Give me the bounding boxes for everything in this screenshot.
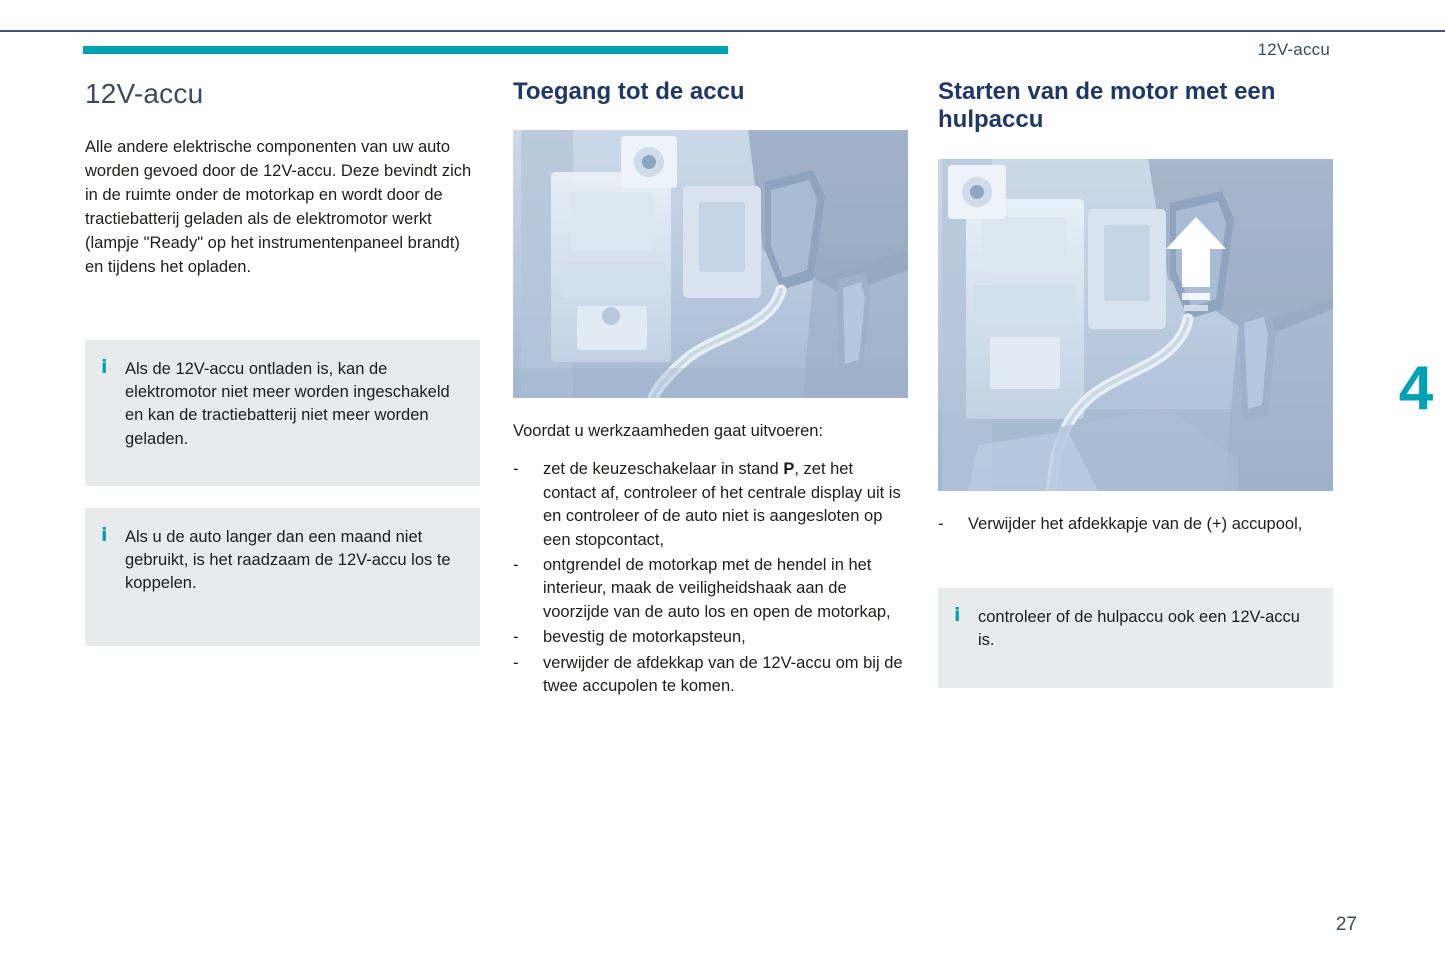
list-item — [513, 626, 908, 649]
list-item — [513, 652, 908, 699]
step-text: Verwijder het afdekkapje van de (+) accupool, — [968, 514, 1303, 533]
procedure-steps-list — [513, 458, 908, 698]
step-text: bevestig de motorkapsteun, — [543, 628, 746, 647]
page-title: 12V-accu — [85, 78, 204, 109]
list-item — [513, 554, 908, 624]
note-box-battery-discharged — [85, 340, 480, 486]
step-text-before: zet de keuzeschakelaar in stand — [543, 460, 784, 479]
page-number: 27 — [1335, 914, 1357, 935]
step-text: ontgrendel de motorkap met de hendel in het interieur, maak de veiligheidshaak aan de voorzijde van de auto los en open de motorkap, — [543, 555, 891, 621]
step-text: verwijder de afdekkap van de 12V-accu om bij de twee accupolen te komen. — [543, 653, 903, 696]
chapter-number: 4 — [1398, 354, 1434, 423]
list-dash: - — [513, 460, 519, 479]
note-box-long-unused — [85, 508, 480, 646]
step-text-after: , zet het contact af, controleer of het centrale display uit is en controleer of de auto niet is aangesloten op een stopcontact, — [543, 460, 901, 549]
running-header-title: 12V-accu — [1257, 40, 1330, 59]
column-one — [85, 78, 480, 668]
list-dash: - — [513, 555, 519, 574]
note-text: Als u de auto langer dan een maand niet gebruikt, is het raadzaam de 12V-accu los te koppelen. — [125, 527, 451, 593]
battery-terminal-illustration — [938, 159, 1333, 491]
procedure-lead: Voordat u werkzaamheden gaat uitvoeren: — [513, 422, 824, 441]
note-text: Als de 12V-accu ontladen is, kan de elektromotor niet meer worden ingeschakeld en kan de tractiebatterij niet meer worden geladen. — [125, 359, 450, 448]
engine-bay-illustration — [513, 130, 908, 398]
list-dash: - — [513, 653, 519, 672]
info-icon: i — [101, 355, 108, 378]
list-dash: - — [938, 514, 944, 533]
battery-terminal-illustration-graphic — [938, 159, 1333, 491]
info-icon: i — [101, 523, 108, 546]
intro-paragraph: Alle andere elektrische componenten van uw auto worden gevoed door de 12V-accu. Deze bevindt zich in de ruimte onder de motorkap en wordt door de tractiebatterij geladen als de elektromotor werkt (lampje "Ready" op het instrumentenpaneel brandt) en tijdens het opladen. — [85, 138, 472, 276]
page-top-rule — [0, 30, 1445, 32]
section-title-jumpstart: Starten van de motor met een hulpaccu — [938, 78, 1276, 134]
jumpstart-steps-list — [938, 513, 1333, 536]
list-item — [938, 513, 1333, 536]
step-bold-value: P — [783, 460, 795, 479]
list-item — [513, 458, 908, 552]
list-dash: - — [513, 628, 519, 647]
chapter-tab — [1387, 335, 1445, 443]
header-accent-bar — [83, 46, 728, 54]
column-three — [938, 78, 1333, 710]
engine-bay-illustration-graphic — [513, 130, 908, 398]
note-box-jump-battery — [938, 588, 1333, 688]
section-title-access: Toegang tot de accu — [513, 78, 745, 105]
note-text: controleer of de hulpaccu ook een 12V-accu is. — [978, 608, 1300, 650]
info-icon: i — [954, 604, 961, 627]
column-two — [513, 78, 908, 700]
